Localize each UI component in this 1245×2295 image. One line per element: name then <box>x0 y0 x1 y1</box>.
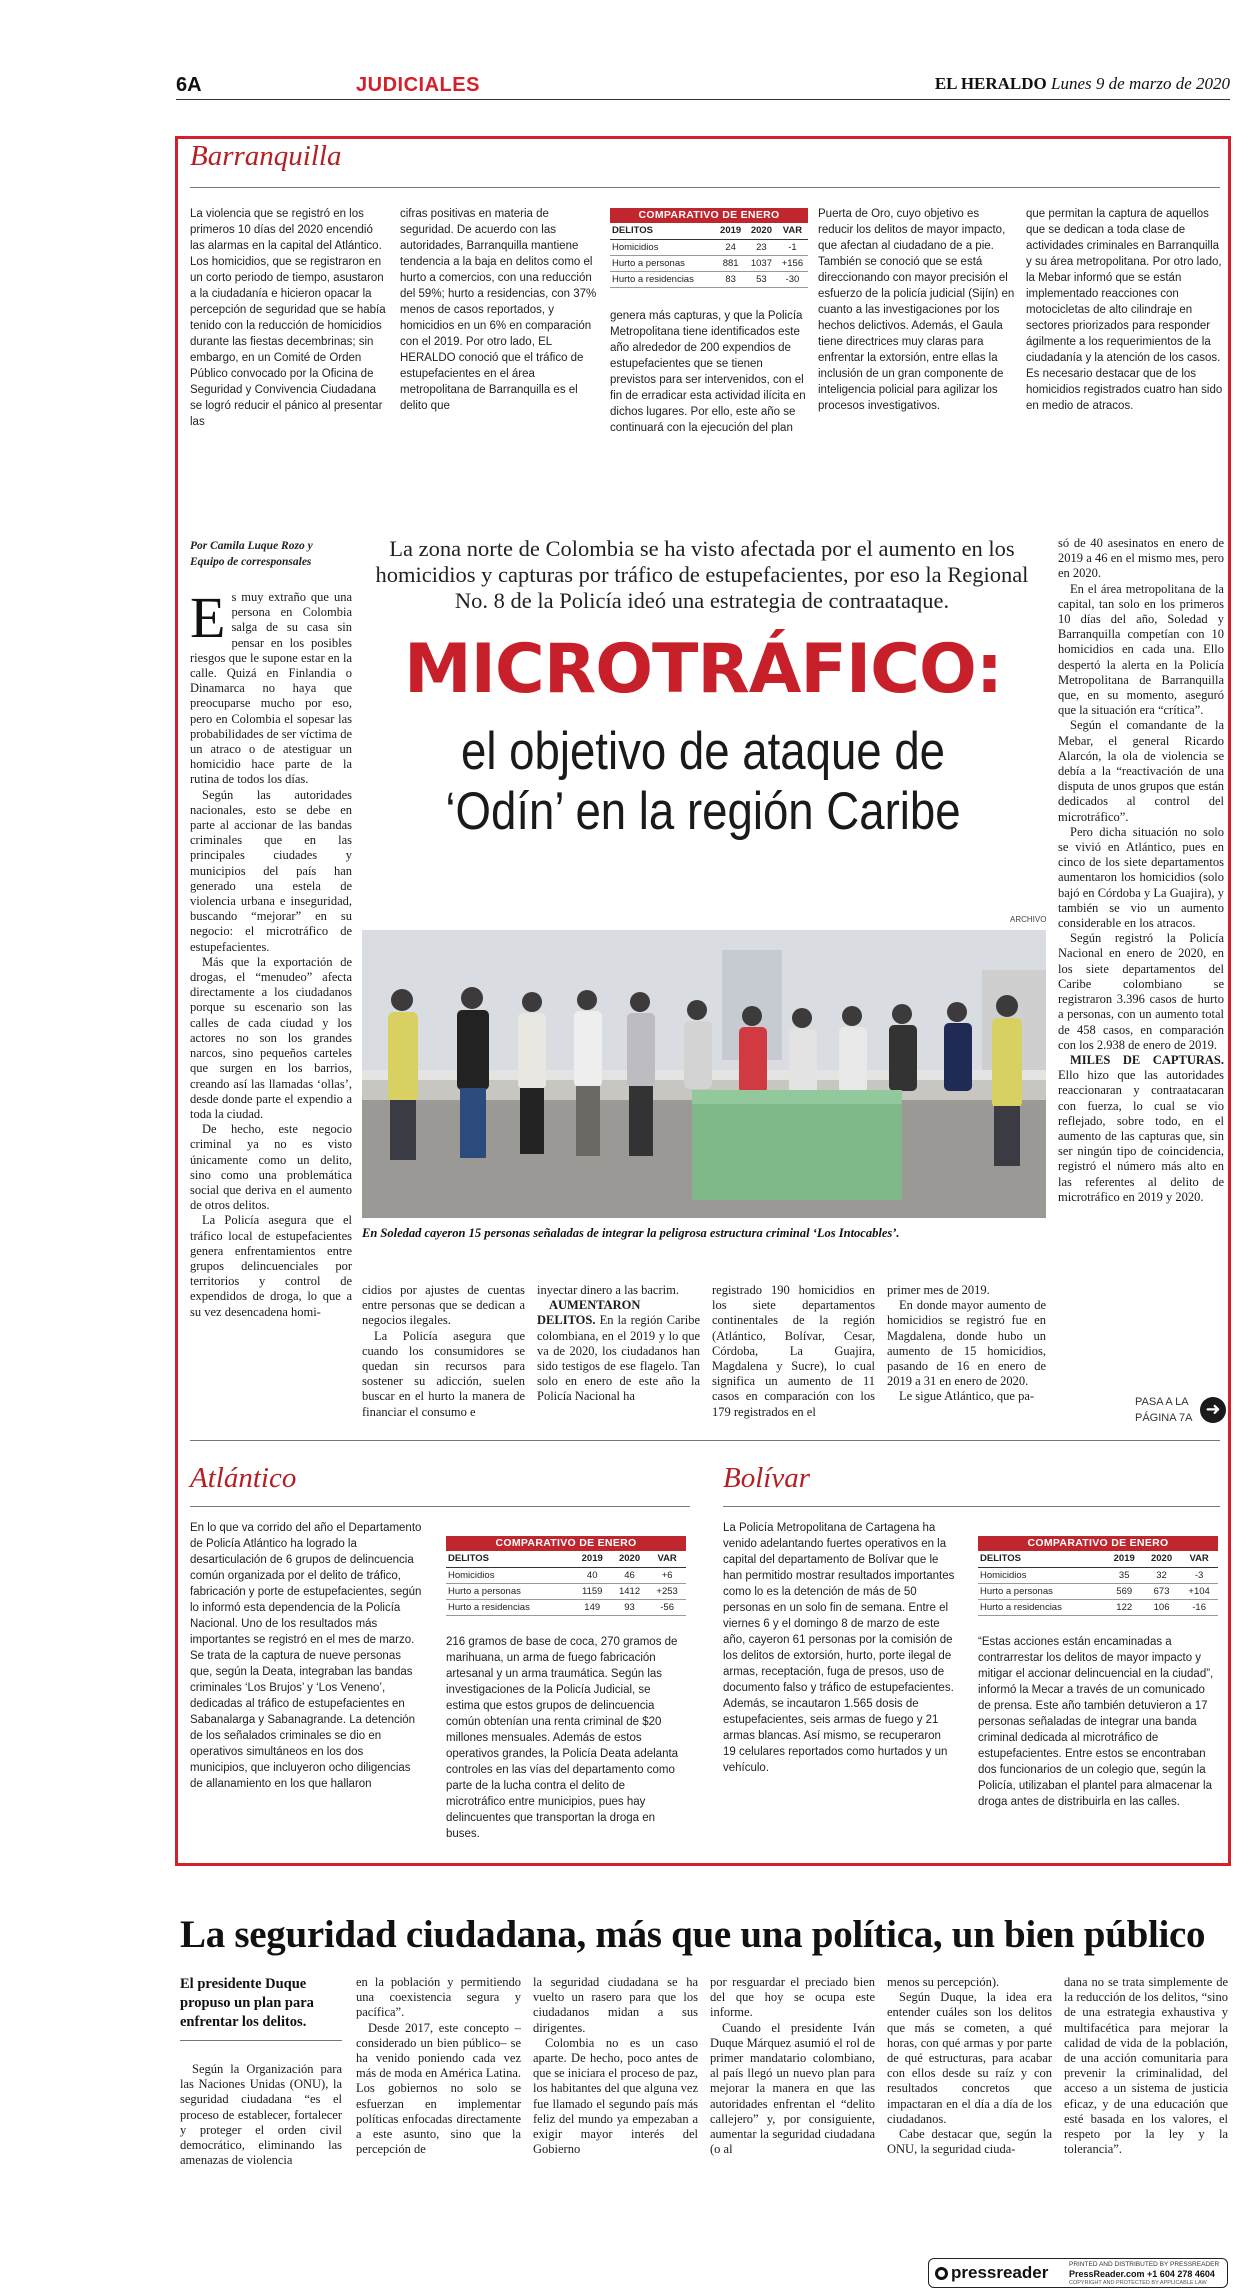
barranquilla-col-3: genera más capturas, y que la Policía Metropolitana tiene identificados este año alrededor de 200 expendios de estupefacientes que se tienen previstos para ser intervenidos, con el fin de erradicar esta actividad ilícita en dichos lugares. Por ello, este año se continuará con la ejecución del plan <box>610 310 806 434</box>
table-row <box>610 239 808 255</box>
subheadline <box>411 722 996 842</box>
article-col-2 <box>356 1975 521 2255</box>
subheadline-line-2: ‘Odín’ en la región Caribe <box>445 782 961 841</box>
table-row <box>446 1583 686 1599</box>
atlantico-col-1: En lo que va corrido del año el Departamento de Policía Atlántico ha logrado la desarticulación de 6 grupos de delincuencia común organizada por el delito de tráfico, fabricación y porte de estupefacientes, según lo informó esta dependencia de la Policía Nacional. Uno de los resultados más importantes se registró en el mes de marzo. Se trata de la captura de nueve personas que, según la Deata, integraban las bandas criminales ‘Los Brujos’ y ‘Los Veneno’, dedicadas al tráfico de estupefacientes en Sabanalarga y Sabanagrande. La detención de los señalados criminales se dio en operativos simultáneos en los dos municipios, que incluyeron ocho diligencias de allanamiento en los que hallaron <box>190 1522 422 1790</box>
paragraph: Según la Organización para las Naciones Unidas (ONU), la seguridad ciudadana “es el proceso de establecer, fortalecer y proteger el orden civil democrático, eliminando las amenazas de violencia <box>180 2062 342 2168</box>
barranquilla-col-1: La violencia que se registró en los primeros 10 días del 2020 encendió las alarmas en la capital del Atlántico. Los homicidios, que se registraron en un corto periodo de tiempo, asustaron a la ciudadanía e hicieron opacar la percepción de seguridad que se había tenido con la reducción de homicidios durante las fiestas decembrinas; sin embargo, en un Comité de Orden Público convocado por la Oficina de Seguridad y Convivencia Ciudadana se logró reducir el pánico al presentar las <box>190 208 386 428</box>
table-cell: 46 <box>611 1567 648 1583</box>
table-cell: -1 <box>777 239 808 255</box>
table-header: DELITOS <box>978 1551 1106 1567</box>
table-title: COMPARATIVO DE ENERO <box>446 1536 686 1551</box>
paragraph: cidios por ajustes de cuentas entre personas que se dedican a negocios ilegales. <box>362 1283 525 1328</box>
table-row <box>610 255 808 271</box>
table-cell: -16 <box>1180 1599 1218 1615</box>
table-cell: Hurto a personas <box>610 255 715 271</box>
paragraph: menos su percepción). <box>887 1975 1000 1989</box>
paragraph: primer mes de 2019. <box>887 1283 990 1297</box>
story-right-column <box>1058 536 1224 1386</box>
table-cell: 149 <box>574 1599 611 1615</box>
divider <box>190 1440 1220 1441</box>
barranquilla-title: Barranquilla <box>190 140 342 172</box>
table-cell: 83 <box>715 271 746 287</box>
bolivar-col-2: “Estas acciones están encaminadas a contrarrestar los delitos de mayor impacto y mitigar el accionar delincuencial en la ciudad”, informó la Mecar a través de un comunicado de prensa. Este año también detuvieron a 17 personas señaladas de integrar una banda criminal dedicada al microtráfico de estupefacientes. Entre estos se encontraban dos funcionarios de un colegio que, según la Policía, utilizaban el plantel para almacenar la droga antes de distribuirla en las calles. <box>978 1636 1214 1808</box>
table-cell: Homicidios <box>978 1567 1106 1583</box>
table-cell: 569 <box>1106 1583 1143 1599</box>
paragraph: En la región Caribe colombiana, en el 2019 y lo que va de 2020, los ciudadanos han sido testigos de ese flagelo. Tan solo en enero de este año la Policía Nacional ha <box>537 1313 700 1404</box>
main-headline: MICROTRÁFICO: <box>403 630 1003 709</box>
atlantico-col-2: 216 gramos de base de coca, 270 gramos de marihuana, un arma de fuego fabricación artesanal y un arma traumática. Según las investigaciones de la Policía Judicial, se estima que estos grupos de delincuencia común obtenían una renta criminal de $20 millones mensuales. Además de estos operativos grandes, la Policía Deata adelanta controles en las vías del departamento como parte de la lucha contra el delito de microtráfico entre municipios, pues hay delincuentes que transportan la droga en buses. <box>446 1636 679 1840</box>
dropcap: E <box>190 590 226 650</box>
article-col-6 <box>1064 1975 1228 2250</box>
table-cell: -3 <box>1180 1567 1218 1583</box>
story-column-2 <box>362 1283 525 1423</box>
story-column-5 <box>887 1283 1046 1423</box>
story-column-4 <box>712 1283 875 1423</box>
masthead <box>935 74 1230 94</box>
paragraph: inyectar dinero a las bacrim. <box>537 1283 679 1297</box>
table-cell: Hurto a residencias <box>610 271 715 287</box>
paragraph: dana no se trata simplemente de la reducción de los delitos, “sino de una estrategia exhaustiva y multifacética para mejorar la calidad de vida de la población, de una acción comunitaria para prevenir la criminalidad, del acceso a un sistema de justicia eficaz, y de una educación que esté basada en los valores, el respeto por la ley y la tolerancia”. <box>1064 1975 1228 2157</box>
pressreader-logo: pressreader <box>951 2263 1049 2282</box>
divider <box>190 187 1220 188</box>
table-row <box>978 1567 1218 1583</box>
table-cell: Homicidios <box>446 1567 574 1583</box>
paragraph: Cabe destacar que, según la ONU, la seguridad ciuda- <box>887 2127 1052 2157</box>
article-summary: El presidente Duque propuso un plan para enfrentar los delitos. <box>180 1975 342 2041</box>
table-cell: +6 <box>648 1567 686 1583</box>
table-cell: -30 <box>777 271 808 287</box>
table-cell: Hurto a residencias <box>978 1599 1106 1615</box>
paragraph: Según las autoridades nacionales, esto se debe en parte al accionar de las bandas criminales que en las principales ciudades y municipios del país han generado una estela de violencia urbana e inseguridad, buscando “mejorar” en su negocio: el microtráfico de estupefacientes. <box>190 787 352 954</box>
newspaper-name: EL HERALDO <box>934 74 1047 93</box>
photo-credit: ARCHIVO <box>1010 915 1047 924</box>
table-cell: 40 <box>574 1567 611 1583</box>
page-number: 6A <box>176 74 202 96</box>
bolivar-col-1: La Policía Metropolitana de Cartagena ha venido adelantando fuertes operativos en la capital del departamento de Bolívar que le han permitido mostrar resultados importantes como lo es la detención de más de 50 personas en un solo fin de semana. Entre el viernes 6 y el domingo 8 de marzo de este año, cayeron 61 personas por la comisión de los delitos de extorsión, hurto, porte ilegal de armas, receptación, fuga de presos, uso de documento falso y tráfico de estupefacientes. Además, se incautaron 1.565 dosis de estupefacientes, seis armas de fuego y 21 armas blancas. Así mismo, se recuperaron 19 celulares reportados como hurtados y un vehículo. <box>723 1522 955 1774</box>
table-row <box>978 1583 1218 1599</box>
table-header: 2019 <box>1106 1551 1143 1567</box>
table-cell: Hurto a personas <box>978 1583 1106 1599</box>
table-cell: 1037 <box>746 255 777 271</box>
table-header: VAR <box>648 1551 686 1567</box>
table-cell: 122 <box>1106 1599 1143 1615</box>
paragraph: Cuando el presidente Iván Duque Márquez asumió el rol de primer mandatario colombiano, al país llegó un nuevo plan para mejorar la manera en que las autoridades enfrentan el “delito callejero” y, por consiguiente, aumentar la seguridad ciudadana (o al <box>710 2020 875 2157</box>
jump-link[interactable]: PASA A LA PÁGINA 7A <box>1135 1396 1193 1424</box>
paragraph: Le sigue Atlántico, que pa- <box>899 1389 1035 1404</box>
deck: La zona norte de Colombia se ha visto afectada por el aumento en los homicidios y capturas por tráfico de estupefacientes, por eso la Regional No. 8 de la Policía ideó una estrategia de contraataque. <box>375 536 1029 613</box>
table-cell: 23 <box>746 239 777 255</box>
atlantico-title: Atlántico <box>190 1462 297 1494</box>
table-cell: +104 <box>1180 1583 1218 1599</box>
table-cell: +156 <box>777 255 808 271</box>
footer-line-2: PressReader.com +1 604 278 4604 <box>1069 2269 1215 2279</box>
table-title: COMPARATIVO DE ENERO <box>610 208 808 223</box>
article-col-1 <box>180 2062 342 2252</box>
table-title: COMPARATIVO DE ENERO <box>978 1536 1218 1551</box>
page-header <box>176 70 1230 100</box>
table-cell: 673 <box>1143 1583 1180 1599</box>
paragraph: Desde 2017, este concepto –considerado un bien público– se ha venido poniendo cada vez más de moda en América Latina. Los gobiernos no solo se esfuerzan en implementar políticas enfocadas directamente a este asunto, sino que la percepción de <box>356 2020 521 2157</box>
photo-caption: En Soledad cayeron 15 personas señaladas de integrar la peligrosa estructura criminal ‘Los Intocables’. <box>362 1226 900 1240</box>
table-header: VAR <box>1180 1551 1218 1567</box>
story-left-column <box>190 590 352 1420</box>
table-cell: 24 <box>715 239 746 255</box>
table-cell: Homicidios <box>610 239 715 255</box>
publication-date: Lunes 9 de marzo de 2020 <box>1051 74 1230 93</box>
table-header: 2020 <box>1143 1551 1180 1567</box>
table-header: 2020 <box>611 1551 648 1567</box>
table-cell: 53 <box>746 271 777 287</box>
paragraph: en la población y permitiendo una coexistencia segura y pacífica”. <box>356 1975 521 2020</box>
barranquilla-col-5: que permitan la captura de aquellos que se dedican a toda clase de actividades criminales en Barranquilla y su área metropolitana. Por otro lado, la Mebar informó que se están implementado reacciones con motocicletas de alto cilindraje en sectores priorizados para responder ágilmente a los requerimientos de la ciudadanía y la atención de los casos. Es necesario destacar que de los homicidios registrados cuatro han sido en medio de atracos. <box>1026 208 1223 412</box>
footer-line-3: COPYRIGHT AND PROTECTED BY APPLICABLE LAW <box>1069 2280 1207 2286</box>
paragraph: registrado 190 homicidios en los siete departamentos continentales de la región (Atlántico, Bolívar, Cesar, Córdoba, La Guajira, Magdalena y Sucre), lo cual significa un aumento de 11 casos en comparación con los 179 registrados en el <box>712 1283 875 1419</box>
table-cell: Hurto a personas <box>446 1583 574 1599</box>
paragraph: Según registró la Policía Nacional en enero de 2020, en los siete departamentos del Caribe colombiano se registraron 3.396 casos de hurto a personas, con un aumento total de 458 casos, en comparación con los 2.938 de enero de 2019. <box>1058 931 1224 1052</box>
section-name: JUDICIALES <box>356 74 480 96</box>
table-row <box>446 1599 686 1615</box>
paragraph: Colombia no es un caso aparte. De hecho, poco antes de que se iniciara el proceso de paz, los habitantes del que alguna vez fue llamado el segundo país más feliz del mundo ya empezaban a exigir mayor interés del Gobierno <box>533 2035 698 2157</box>
bolivar-title: Bolívar <box>723 1462 810 1494</box>
paragraph: En donde mayor aumento de homicidios se registró fue en Magdalena, donde hubo un aumento de 15 homicidios, pasando de 16 en enero de 2019 a 31 en enero de 2020. <box>887 1298 1046 1389</box>
pressreader-badge[interactable] <box>928 2258 1228 2288</box>
photo-illustration <box>362 930 1046 1218</box>
table-row <box>978 1599 1218 1615</box>
paragraph: De hecho, este negocio criminal ya no es visto únicamente como un delito, sino como una problemática social que deriva en el aumento de otros delitos. <box>190 1122 352 1213</box>
table-header: 2019 <box>574 1551 611 1567</box>
table-cell: 32 <box>1143 1567 1180 1583</box>
table-header: DELITOS <box>446 1551 574 1567</box>
paragraph: la seguridad ciudadana se ha vuelto un rasero para que los ciudadanos midan a sus dirigentes. <box>533 1975 698 2035</box>
table-row <box>446 1567 686 1583</box>
table-header: 2019 <box>715 223 746 239</box>
table-row <box>610 271 808 287</box>
paragraph: só de 40 asesinatos en enero de 2019 a 46 en el mismo mes, pero en 2020. <box>1058 536 1224 581</box>
story-column-3 <box>537 1283 700 1423</box>
divider <box>723 1506 1220 1507</box>
atlantico-table <box>446 1536 686 1616</box>
paragraph: por resguardar el preciado bien del que hoy se ocupa este informe. <box>710 1975 875 2020</box>
paragraph: En el área metropolitana de la capital, tan solo en los primeros 10 días del año, Soledad y Barranquilla competían con 10 homicidios en cada una. Ello despertó la alerta en la Policía Metropolitana de Barranquilla que, en su momento, aseguró que la situación era “crítica”. <box>1058 581 1224 718</box>
barranquilla-table <box>610 208 808 288</box>
paragraph: Ello hizo que las autoridades reaccionaran y contraatacaran con fuerza, lo cual se vio reflejado, sobre todo, en el aumento de las capturas que, sin ser ningún tipo de coincidencia, registró el número más alto en las referentes al delito de microtráfico en 2019 y 2020. <box>1058 1068 1224 1204</box>
table-header: DELITOS <box>610 223 715 239</box>
article-headline: La seguridad ciudadana, más que una política, un bien público <box>180 1913 1206 1956</box>
subhead-label: MILES DE CAPTURAS. <box>1070 1052 1224 1067</box>
table-header: VAR <box>777 223 808 239</box>
article-col-5 <box>887 1975 1052 2255</box>
paragraph: La Policía asegura que el tráfico local de estupefacientes genera enfrentamientos entre grupos delincuenciales por territorios y control de expendidos de droga, lo que a su vez desencadena homi- <box>190 1213 352 1319</box>
table-cell: 93 <box>611 1599 648 1615</box>
barranquilla-col-4: Puerta de Oro, cuyo objetivo es reducir los delitos de mayor impacto, que afectan al ciudadano de a pie. También se conoció que se está direccionando con mayor precisión el esfuerzo de la policía judicial (Sijín) en cuanto a las investigaciones por los hechos delictivos. Además, el Gaula tiene directrices muy claras para enfrentar la extorsión, entre ellas la inclusión de un gran componente de inteligencia policial para agilizar los procesos investigativos. <box>818 208 1015 412</box>
divider <box>190 1506 690 1507</box>
table-cell: Hurto a residencias <box>446 1599 574 1615</box>
table-header: 2020 <box>746 223 777 239</box>
paragraph: Pero dicha situación no solo se vivió en Atlántico, pues en cinco de los siete departamentos aumentaron los homicidios (solo bajó en Córdoba y La Guajira), y también se vio un aumento considerable en los atracos. <box>1058 824 1224 931</box>
subhead-label: AUMENTARON DELITOS. <box>537 1298 641 1328</box>
table-cell: 35 <box>1106 1567 1143 1583</box>
table-cell: 106 <box>1143 1599 1180 1615</box>
table-cell: +253 <box>648 1583 686 1599</box>
paragraph: La Policía asegura que cuando los consumidores se quedan sin recursos para sostener su adicción, suelen buscar en el hurto la manera de financiar el consumo e <box>362 1328 525 1419</box>
byline: Por Camila Luque Rozo y Equipo de corresponsales <box>190 540 313 568</box>
pressreader-logo-icon <box>935 2267 948 2280</box>
paragraph: Según el comandante de la Mebar, el general Ricardo Alarcón, la ola de violencia se debía a la “reactivación de una disputa de unos grupos que están dedicados al control del microtráfico”. <box>1058 718 1224 824</box>
table-cell: 881 <box>715 255 746 271</box>
news-photo <box>362 930 1046 1218</box>
bolivar-table <box>978 1536 1218 1616</box>
table-cell: 1159 <box>574 1583 611 1599</box>
arrow-right-icon[interactable]: ➜ <box>1200 1397 1226 1423</box>
article-col-4 <box>710 1975 875 2255</box>
table-cell: -56 <box>648 1599 686 1615</box>
article-col-3 <box>533 1975 698 2255</box>
table-cell: 1412 <box>611 1583 648 1599</box>
barranquilla-col-2: cifras positivas en materia de seguridad. De acuerdo con las autoridades, Barranquilla mantiene tendencia a la baja en delitos como el hurto a comercios, con una reducción del 59%; hurto a residencias, con 37% menos de casos reportados, y homicidios en un 6% en comparación con el 2019. Por otro lado, EL HERALDO conoció que el tráfico de estupefacientes en el área metropolitana de Barranquilla es el delito que <box>400 208 597 412</box>
paragraph: Según Duque, la idea era entender cuáles son los delitos que más se cometen, a qué horas, con qué armas y por parte de qué estructuras, para acabar con ellos desde su raíz y con resultados concretos que impactaran en el día a día de los ciudadanos. <box>887 1990 1052 2126</box>
footer-line-1: PRINTED AND DISTRIBUTED BY PRESSREADER <box>1069 2261 1220 2268</box>
subheadline-line-1: el objetivo de ataque de <box>460 722 946 781</box>
paragraph: Más que la exportación de drogas, el “menudeo” afecta directamente a los ciudadanos porque su escenario son las calles de cada ciudad y los actores no son los grandes narcos, sino pequeños carteles que surgen en los barrios, creando así las llamadas ‘ollas’, desde donde parte el expendio a toda la ciudad. <box>190 954 352 1121</box>
paragraph: s muy extraño que una persona en Colombia salga de su casa sin pensar en los posibles riesgos que le supone estar en la calle. Quizá en Finlandia o Dinamarca no haya que preocuparse mucho por eso, pero en Colombia el sopesar las probabilidades de ser víctima de un atraco o de atestiguar un homicidio hace parte de la rutina de todos los días. <box>190 590 352 787</box>
